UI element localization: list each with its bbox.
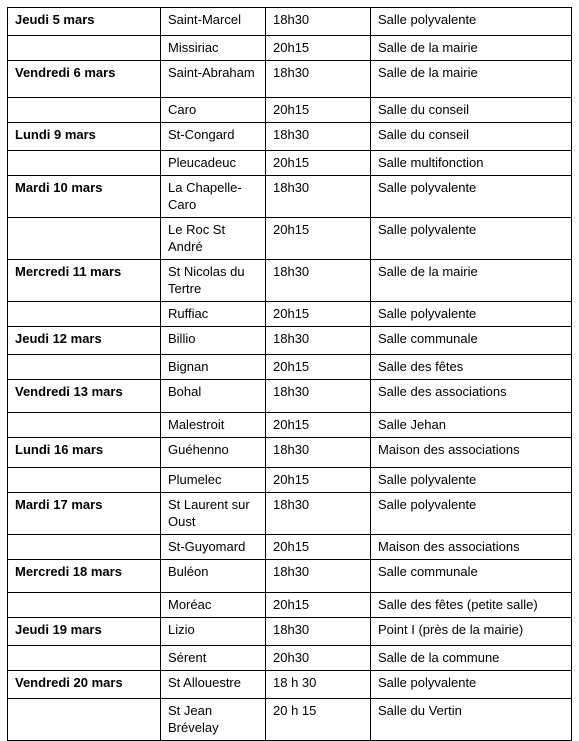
table-row — [8, 98, 572, 123]
time-cell: 18h30 — [266, 176, 371, 218]
town-cell: St Laurent sur Oust — [161, 493, 266, 535]
day-cell — [8, 355, 161, 380]
time-cell: 18h30 — [266, 61, 371, 98]
time-cell: 20h15 — [266, 98, 371, 123]
venue-cell: Salle des fêtes — [371, 355, 572, 380]
town-cell: Moréac — [161, 593, 266, 618]
venue-cell: Point I (près de la mairie) — [371, 618, 572, 646]
day-cell — [8, 646, 161, 671]
venue-cell: Salle des fêtes (petite salle) — [371, 593, 572, 618]
venue-cell: Salle communale — [371, 327, 572, 355]
time-cell: 18h30 — [266, 8, 371, 36]
time-cell: 18 h 30 — [266, 671, 371, 699]
table-row — [8, 535, 572, 560]
time-cell: 18h30 — [266, 438, 371, 468]
time-cell: 18h30 — [266, 260, 371, 302]
town-cell: Sérent — [161, 646, 266, 671]
time-cell: 18h30 — [266, 380, 371, 413]
table-row — [8, 699, 572, 741]
town-cell: Caro — [161, 98, 266, 123]
town-cell: Saint-Abraham — [161, 61, 266, 98]
time-cell: 20h30 — [266, 646, 371, 671]
venue-cell: Salle polyvalente — [371, 218, 572, 260]
venue-cell: Salle de la commune — [371, 646, 572, 671]
venue-cell: Salle de la mairie — [371, 36, 572, 61]
venue-cell: Salle polyvalente — [371, 176, 572, 218]
time-cell: 20h15 — [266, 151, 371, 176]
day-cell: Mardi 10 mars — [8, 176, 161, 218]
day-cell: Jeudi 12 mars — [8, 327, 161, 355]
table-row — [8, 438, 572, 468]
time-cell: 20 h 15 — [266, 699, 371, 741]
table-row — [8, 36, 572, 61]
day-cell: Vendredi 13 mars — [8, 380, 161, 413]
venue-cell: Salle polyvalente — [371, 8, 572, 36]
town-cell: Plumelec — [161, 468, 266, 493]
schedule-table — [7, 7, 572, 741]
town-cell: Ruffiac — [161, 302, 266, 327]
time-cell: 18h30 — [266, 327, 371, 355]
time-cell: 20h15 — [266, 413, 371, 438]
venue-cell: Salle multifonction — [371, 151, 572, 176]
table-row — [8, 151, 572, 176]
table-row — [8, 218, 572, 260]
table-row — [8, 327, 572, 355]
time-cell: 20h15 — [266, 355, 371, 380]
day-cell — [8, 413, 161, 438]
table-row — [8, 468, 572, 493]
time-cell: 18h30 — [266, 618, 371, 646]
time-cell: 20h15 — [266, 593, 371, 618]
venue-cell: Salle du Vertin — [371, 699, 572, 741]
time-cell: 20h15 — [266, 535, 371, 560]
day-cell — [8, 468, 161, 493]
day-cell: Jeudi 5 mars — [8, 8, 161, 36]
town-cell: St-Congard — [161, 123, 266, 151]
day-cell — [8, 699, 161, 741]
table-row — [8, 560, 572, 593]
schedule-body — [8, 8, 572, 741]
town-cell: Missiriac — [161, 36, 266, 61]
day-cell — [8, 302, 161, 327]
town-cell: Guéhenno — [161, 438, 266, 468]
town-cell: St-Guyomard — [161, 535, 266, 560]
day-cell: Mercredi 18 mars — [8, 560, 161, 593]
venue-cell: Salle Jehan — [371, 413, 572, 438]
venue-cell: Salle polyvalente — [371, 671, 572, 699]
day-cell: Lundi 9 mars — [8, 123, 161, 151]
venue-cell: Maison des associations — [371, 535, 572, 560]
table-row — [8, 671, 572, 699]
time-cell: 18h30 — [266, 560, 371, 593]
day-cell: Vendredi 6 mars — [8, 61, 161, 98]
time-cell: 20h15 — [266, 468, 371, 493]
day-cell — [8, 98, 161, 123]
venue-cell: Salle du conseil — [371, 98, 572, 123]
day-cell: Lundi 16 mars — [8, 438, 161, 468]
town-cell: Lizio — [161, 618, 266, 646]
day-cell: Vendredi 20 mars — [8, 671, 161, 699]
town-cell: St Nicolas du Tertre — [161, 260, 266, 302]
venue-cell: Maison des associations — [371, 438, 572, 468]
town-cell: St Jean Brévelay — [161, 699, 266, 741]
table-row — [8, 302, 572, 327]
town-cell: Bignan — [161, 355, 266, 380]
time-cell: 20h15 — [266, 36, 371, 61]
venue-cell: Salle polyvalente — [371, 493, 572, 535]
table-row — [8, 260, 572, 302]
table-row — [8, 176, 572, 218]
town-cell: Bohal — [161, 380, 266, 413]
table-row — [8, 8, 572, 36]
day-cell — [8, 535, 161, 560]
town-cell: Saint-Marcel — [161, 8, 266, 36]
table-row — [8, 646, 572, 671]
venue-cell: Salle communale — [371, 560, 572, 593]
time-cell: 20h15 — [266, 302, 371, 327]
day-cell — [8, 151, 161, 176]
day-cell — [8, 593, 161, 618]
table-row — [8, 355, 572, 380]
table-row — [8, 618, 572, 646]
venue-cell: Salle polyvalente — [371, 468, 572, 493]
day-cell: Mercredi 11 mars — [8, 260, 161, 302]
day-cell: Jeudi 19 mars — [8, 618, 161, 646]
town-cell: St Allouestre — [161, 671, 266, 699]
town-cell: La Chapelle-Caro — [161, 176, 266, 218]
table-row — [8, 61, 572, 98]
venue-cell: Salle de la mairie — [371, 260, 572, 302]
time-cell: 18h30 — [266, 123, 371, 151]
town-cell: Pleucadeuc — [161, 151, 266, 176]
table-row — [8, 593, 572, 618]
venue-cell: Salle polyvalente — [371, 302, 572, 327]
venue-cell: Salle des associations — [371, 380, 572, 413]
day-cell: Mardi 17 mars — [8, 493, 161, 535]
table-row — [8, 380, 572, 413]
town-cell: Malestroit — [161, 413, 266, 438]
time-cell: 18h30 — [266, 493, 371, 535]
town-cell: Billio — [161, 327, 266, 355]
time-cell: 20h15 — [266, 218, 371, 260]
table-row — [8, 123, 572, 151]
town-cell: Le Roc St André — [161, 218, 266, 260]
table-row — [8, 493, 572, 535]
venue-cell: Salle de la mairie — [371, 61, 572, 98]
day-cell — [8, 36, 161, 61]
town-cell: Buléon — [161, 560, 266, 593]
venue-cell: Salle du conseil — [371, 123, 572, 151]
day-cell — [8, 218, 161, 260]
table-row — [8, 413, 572, 438]
